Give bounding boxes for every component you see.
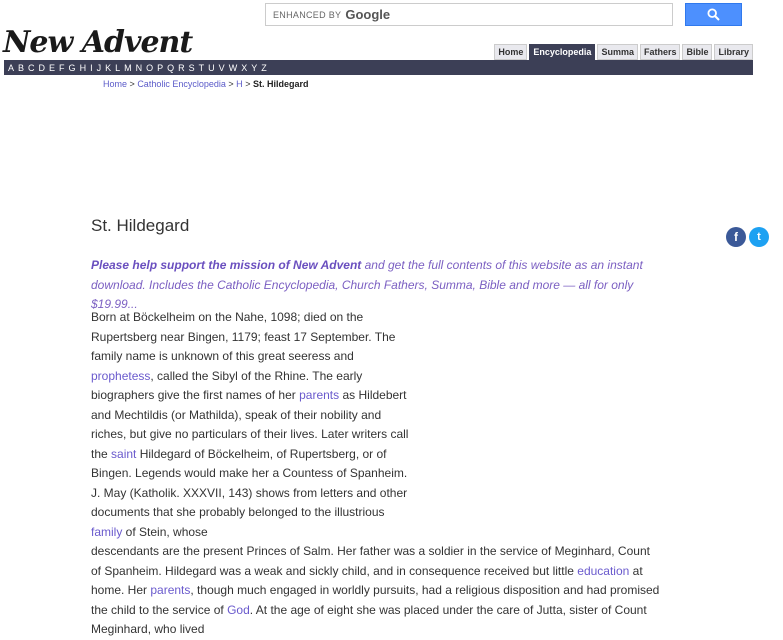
alphabet-letter-m[interactable]: M: [124, 62, 132, 73]
alphabet-letter-l[interactable]: L: [115, 62, 121, 73]
alphabet-letter-h[interactable]: H: [79, 62, 87, 73]
link-saint[interactable]: saint: [111, 446, 137, 461]
link-family[interactable]: family: [91, 524, 123, 539]
alphabet-letter-b[interactable]: B: [18, 62, 25, 73]
breadcrumb-sep: >: [228, 79, 234, 89]
alphabet-letter-a[interactable]: A: [8, 62, 15, 73]
support-text: and get the full contents of this website as an instant download. Includes the Catholic Encyclopedia, Church Fathers, Summa, Bible and more — all for only $19.99...: [91, 258, 643, 311]
article-text: . At the age of eight she was placed under the care of Jutta, sister of Count Meginhard, who lived: [91, 602, 647, 636]
link-parents[interactable]: parents: [299, 388, 340, 402]
alphabet-letter-i[interactable]: I: [90, 62, 93, 73]
article-text: of Stein, whose: [122, 524, 208, 539]
breadcrumb-letter[interactable]: H: [236, 79, 243, 89]
twitter-icon[interactable]: t: [749, 227, 769, 247]
nav-library[interactable]: Library: [714, 44, 753, 60]
alphabet-letter-t[interactable]: T: [198, 62, 205, 73]
breadcrumb-section[interactable]: Catholic Encyclopedia: [137, 79, 226, 89]
alphabet-letter-y[interactable]: Y: [251, 62, 258, 73]
alphabet-letter-s[interactable]: S: [188, 62, 195, 73]
alphabet-letter-p[interactable]: P: [157, 62, 164, 73]
nav-summa[interactable]: Summa: [597, 44, 638, 60]
support-message: [91, 256, 671, 315]
page-title: St. Hildegard: [91, 216, 190, 235]
nav-encyclopedia[interactable]: Encyclopedia: [529, 44, 595, 60]
site-logo[interactable]: New Advent: [3, 25, 193, 60]
link-parents-2[interactable]: parents: [150, 583, 191, 597]
alphabet-letter-e[interactable]: E: [49, 62, 56, 73]
alphabet-letter-c[interactable]: C: [28, 62, 35, 73]
alphabet-letter-w[interactable]: W: [228, 62, 238, 73]
breadcrumb-home[interactable]: Home: [103, 79, 128, 89]
breadcrumb-sep: >: [245, 79, 251, 89]
alphabet-letter-z[interactable]: Z: [261, 62, 267, 73]
link-god[interactable]: God: [227, 602, 250, 617]
article-text: descendants are the present Princes of Salm. Her father was a soldier in the service of Meginhard, Count of Spanheim. Hildegard was a weak and sickly child, and in consequence received but little: [91, 544, 650, 578]
article-text: , called the Sibyl of the Rhine. The early biographers give the first names of her: [91, 368, 363, 402]
top-nav: [494, 44, 753, 60]
alphabet-letter-v[interactable]: V: [218, 62, 225, 73]
nav-home[interactable]: Home: [494, 44, 527, 60]
link-prophetess[interactable]: prophetess: [91, 368, 151, 383]
google-brand: Google: [345, 7, 391, 22]
alphabet-letter-n[interactable]: N: [135, 62, 143, 73]
breadcrumb-sep: >: [129, 79, 135, 89]
nav-fathers[interactable]: Fathers: [640, 44, 681, 60]
share-buttons: [726, 227, 769, 247]
alphabet-letter-j[interactable]: J: [96, 62, 102, 73]
alphabet-letter-k[interactable]: K: [105, 62, 112, 73]
breadcrumb-current: St. Hildegard: [252, 79, 309, 89]
article-text: Born at Böckelheim on the Nahe, 1098; died on the Rupertsberg near Bingen, 1179; feast 17 September. The family name is unknown of this great seeress and: [91, 310, 396, 363]
article-text: at home. Her: [91, 563, 643, 597]
alphabet-letter-u[interactable]: U: [208, 62, 215, 73]
alphabet-letter-r[interactable]: R: [178, 62, 185, 73]
alphabet-letter-x[interactable]: X: [241, 62, 248, 73]
nav-bible[interactable]: Bible: [682, 44, 712, 60]
alphabet-bar: [4, 60, 753, 75]
article-text: Hildegard of Böckelheim, of Rupertsberg, or of Bingen. Legends would make her a Countess of Spanheim. J. May (Katholik. XXXVII, 143) shows from letters and other documents that she probably belonged to the illustrious: [91, 446, 408, 519]
breadcrumb: [103, 79, 308, 89]
alphabet-letter-g[interactable]: G: [68, 62, 76, 73]
article-text: , though much engaged in worldly pursuits, had a religious disposition and had promised the child to the service of: [91, 583, 660, 617]
alphabet-letter-q[interactable]: Q: [167, 62, 175, 73]
alphabet-letter-d[interactable]: D: [38, 62, 46, 73]
article-body: [91, 308, 661, 640]
search-icon: [707, 8, 720, 21]
article-paragraph-wide: [91, 542, 661, 640]
search-enhanced-label: ENHANCED BY: [273, 9, 342, 20]
search-button[interactable]: [685, 3, 742, 26]
link-education[interactable]: education: [577, 563, 630, 578]
article-text: as Hildebert and Mechtildis (or Mathilda), speak of their nobility and riches, but give no particulars of their lives. Later writers call the: [91, 388, 409, 461]
facebook-icon[interactable]: f: [726, 227, 746, 247]
article-paragraph-narrow: [91, 308, 411, 542]
alphabet-letter-o[interactable]: O: [146, 62, 154, 73]
support-link[interactable]: Please help support the mission of New Advent: [91, 258, 362, 272]
search-input[interactable]: [265, 3, 673, 26]
alphabet-letter-f[interactable]: F: [59, 62, 65, 73]
